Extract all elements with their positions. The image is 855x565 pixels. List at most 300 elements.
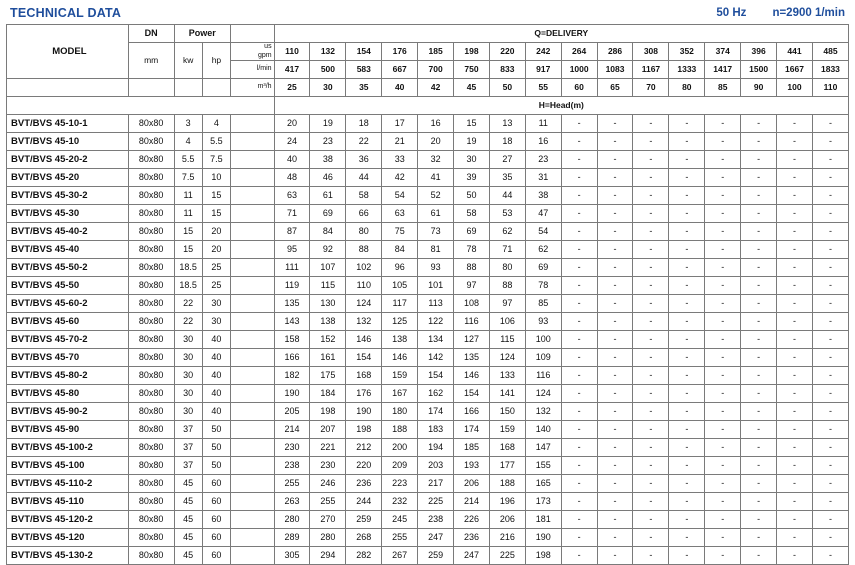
cell-head-value: - xyxy=(777,277,813,295)
table-row xyxy=(7,547,849,565)
cell-head-value: - xyxy=(741,475,777,493)
cell-head-value: 259 xyxy=(346,511,382,529)
cell-head-value: - xyxy=(777,331,813,349)
cell-model: BVT/BVS 45-60 xyxy=(7,313,129,331)
flow-usgpm-7: 242 xyxy=(525,43,561,61)
cell-head-value: 246 xyxy=(310,475,346,493)
cell-head-value: 280 xyxy=(310,529,346,547)
cell-head-value: 41 xyxy=(418,169,454,187)
cell-head-value: - xyxy=(777,421,813,439)
cell-model: BVT/BVS 45-10 xyxy=(7,133,129,151)
cell-head-value: 214 xyxy=(454,493,490,511)
cell-unit-spacer xyxy=(231,205,275,223)
unit-hp-spacer xyxy=(202,79,230,97)
cell-head-value: 194 xyxy=(418,439,454,457)
cell-head-value: 198 xyxy=(346,421,382,439)
cell-head-value: 225 xyxy=(418,493,454,511)
cell-head-value: - xyxy=(633,421,669,439)
cell-head-value: 141 xyxy=(489,385,525,403)
flow-m3h-11: 80 xyxy=(669,79,705,97)
cell-head-value: 27 xyxy=(489,151,525,169)
cell-head-value: - xyxy=(597,205,633,223)
flow-usgpm-8: 264 xyxy=(561,43,597,61)
flow-m3h-7: 55 xyxy=(525,79,561,97)
cell-power-hp: 5.5 xyxy=(202,133,230,151)
cell-head-value: - xyxy=(669,277,705,295)
cell-model: BVT/BVS 45-70 xyxy=(7,349,129,367)
cell-head-value: 130 xyxy=(310,295,346,313)
cell-head-value: - xyxy=(633,511,669,529)
cell-head-value: - xyxy=(812,223,848,241)
cell-power-hp: 50 xyxy=(202,421,230,439)
cell-head-value: 24 xyxy=(274,133,310,151)
cell-head-value: - xyxy=(633,223,669,241)
cell-unit-spacer xyxy=(231,151,275,169)
cell-head-value: - xyxy=(597,367,633,385)
cell-head-value: 263 xyxy=(274,493,310,511)
flow-usgpm-13: 396 xyxy=(741,43,777,61)
cell-head-value: - xyxy=(633,493,669,511)
cell-head-value: 62 xyxy=(489,223,525,241)
cell-head-value: - xyxy=(561,511,597,529)
cell-dn: 80x80 xyxy=(128,493,174,511)
cell-head-value: 154 xyxy=(418,367,454,385)
flow-usgpm-14: 441 xyxy=(777,43,813,61)
cell-head-value: 280 xyxy=(274,511,310,529)
cell-power-hp: 7.5 xyxy=(202,151,230,169)
flow-lmin-13: 1500 xyxy=(741,61,777,79)
flow-usgpm-9: 286 xyxy=(597,43,633,61)
cell-head-value: 18 xyxy=(346,115,382,133)
cell-power-hp: 10 xyxy=(202,169,230,187)
cell-head-value: 88 xyxy=(489,277,525,295)
table-row xyxy=(7,529,849,547)
cell-head-value: 183 xyxy=(418,421,454,439)
cell-head-value: 146 xyxy=(346,331,382,349)
cell-power-kw: 30 xyxy=(174,385,202,403)
cell-head-value: 190 xyxy=(274,385,310,403)
header-row-head xyxy=(7,97,849,115)
cell-unit-spacer xyxy=(231,187,275,205)
cell-head-value: - xyxy=(705,115,741,133)
cell-power-hp: 40 xyxy=(202,403,230,421)
cell-power-kw: 15 xyxy=(174,223,202,241)
cell-head-value: - xyxy=(597,151,633,169)
cell-model: BVT/BVS 45-60-2 xyxy=(7,295,129,313)
cell-head-value: 115 xyxy=(489,331,525,349)
col-header-model: MODEL xyxy=(7,25,129,79)
cell-power-hp: 40 xyxy=(202,349,230,367)
cell-model: BVT/BVS 45-100-2 xyxy=(7,439,129,457)
cell-head-value: 232 xyxy=(382,493,418,511)
cell-head-value: - xyxy=(812,277,848,295)
flow-m3h-3: 40 xyxy=(382,79,418,97)
unit-header-empty xyxy=(231,25,275,43)
cell-head-value: 33 xyxy=(382,151,418,169)
cell-model: BVT/BVS 45-10-1 xyxy=(7,115,129,133)
header-specs xyxy=(716,7,845,19)
cell-head-value: - xyxy=(561,205,597,223)
cell-head-value: - xyxy=(669,115,705,133)
cell-head-value: 97 xyxy=(489,295,525,313)
cell-head-value: - xyxy=(597,241,633,259)
cell-power-kw: 22 xyxy=(174,313,202,331)
cell-head-value: 16 xyxy=(418,115,454,133)
cell-model: BVT/BVS 45-110 xyxy=(7,493,129,511)
cell-head-value: - xyxy=(741,421,777,439)
cell-head-value: 16 xyxy=(525,133,561,151)
cell-head-value: - xyxy=(561,367,597,385)
cell-unit-spacer xyxy=(231,259,275,277)
flow-usgpm-3: 176 xyxy=(382,43,418,61)
flow-m3h-14: 100 xyxy=(777,79,813,97)
cell-head-value: - xyxy=(633,403,669,421)
flow-lmin-10: 1167 xyxy=(633,61,669,79)
cell-head-value: - xyxy=(561,529,597,547)
cell-head-value: - xyxy=(597,421,633,439)
cell-head-value: 193 xyxy=(454,457,490,475)
cell-head-value: 188 xyxy=(489,475,525,493)
delivery-title: Q=DELIVERY xyxy=(274,25,848,43)
cell-head-value: - xyxy=(741,241,777,259)
cell-unit-spacer xyxy=(231,493,275,511)
cell-head-value: 236 xyxy=(346,475,382,493)
table-row xyxy=(7,511,849,529)
cell-head-value: - xyxy=(812,313,848,331)
cell-head-value: 294 xyxy=(310,547,346,565)
cell-head-value: - xyxy=(812,133,848,151)
cell-head-value: - xyxy=(669,367,705,385)
cell-power-kw: 11 xyxy=(174,187,202,205)
cell-dn: 80x80 xyxy=(128,115,174,133)
cell-unit-spacer xyxy=(231,349,275,367)
cell-power-hp: 60 xyxy=(202,529,230,547)
cell-head-value: 52 xyxy=(418,187,454,205)
cell-head-value: - xyxy=(705,385,741,403)
flow-lmin-4: 700 xyxy=(418,61,454,79)
cell-head-value: 80 xyxy=(346,223,382,241)
table-row xyxy=(7,493,849,511)
cell-head-value: 217 xyxy=(418,475,454,493)
cell-unit-spacer xyxy=(231,277,275,295)
cell-power-kw: 18.5 xyxy=(174,259,202,277)
cell-head-value: - xyxy=(705,511,741,529)
cell-head-value: - xyxy=(561,457,597,475)
cell-head-value: 116 xyxy=(454,313,490,331)
cell-model: BVT/BVS 45-90 xyxy=(7,421,129,439)
cell-head-value: - xyxy=(705,439,741,457)
cell-head-value: 20 xyxy=(418,133,454,151)
cell-head-value: 226 xyxy=(454,511,490,529)
cell-head-value: 146 xyxy=(382,349,418,367)
cell-head-value: - xyxy=(777,115,813,133)
cell-power-hp: 4 xyxy=(202,115,230,133)
cell-power-kw: 45 xyxy=(174,547,202,565)
cell-head-value: 138 xyxy=(382,331,418,349)
cell-head-value: 225 xyxy=(489,547,525,565)
cell-head-value: - xyxy=(597,529,633,547)
cell-head-value: 42 xyxy=(382,169,418,187)
cell-head-value: 162 xyxy=(418,385,454,403)
cell-head-value: 23 xyxy=(310,133,346,151)
cell-dn: 80x80 xyxy=(128,241,174,259)
cell-head-value: - xyxy=(777,547,813,565)
cell-head-value: - xyxy=(777,439,813,457)
cell-head-value: 135 xyxy=(454,349,490,367)
cell-head-value: 93 xyxy=(525,313,561,331)
cell-unit-spacer xyxy=(231,367,275,385)
cell-head-value: 97 xyxy=(454,277,490,295)
cell-head-value: - xyxy=(633,151,669,169)
cell-head-value: - xyxy=(777,151,813,169)
cell-head-value: 190 xyxy=(346,403,382,421)
cell-head-value: 21 xyxy=(382,133,418,151)
cell-model: BVT/BVS 45-120-2 xyxy=(7,511,129,529)
cell-power-kw: 5.5 xyxy=(174,151,202,169)
flow-m3h-1: 30 xyxy=(310,79,346,97)
unit-m3h: m³/h xyxy=(231,79,275,97)
cell-head-value: - xyxy=(597,313,633,331)
cell-head-value: - xyxy=(669,349,705,367)
cell-head-value: - xyxy=(812,475,848,493)
cell-head-value: - xyxy=(597,115,633,133)
cell-dn: 80x80 xyxy=(128,385,174,403)
cell-head-value: 245 xyxy=(382,511,418,529)
cell-head-value: - xyxy=(669,187,705,205)
cell-head-value: 78 xyxy=(454,241,490,259)
cell-model: BVT/BVS 45-40 xyxy=(7,241,129,259)
table-row xyxy=(7,403,849,421)
cell-head-value: 30 xyxy=(454,151,490,169)
cell-unit-spacer xyxy=(231,529,275,547)
table-row xyxy=(7,457,849,475)
cell-head-value: - xyxy=(777,493,813,511)
cell-head-value: 124 xyxy=(525,385,561,403)
cell-dn: 80x80 xyxy=(128,223,174,241)
cell-head-value: 247 xyxy=(418,529,454,547)
cell-head-value: - xyxy=(669,331,705,349)
cell-unit-spacer xyxy=(231,421,275,439)
cell-head-value: 73 xyxy=(418,223,454,241)
table-row xyxy=(7,187,849,205)
cell-head-value: - xyxy=(812,115,848,133)
unit-hp: hp xyxy=(202,43,230,79)
cell-head-value: - xyxy=(705,529,741,547)
cell-power-kw: 45 xyxy=(174,493,202,511)
cell-unit-spacer xyxy=(231,295,275,313)
cell-head-value: 81 xyxy=(418,241,454,259)
cell-unit-spacer xyxy=(231,169,275,187)
cell-head-value: - xyxy=(741,223,777,241)
cell-unit-spacer xyxy=(231,475,275,493)
cell-head-value: - xyxy=(669,493,705,511)
cell-head-value: 63 xyxy=(382,205,418,223)
cell-head-value: - xyxy=(741,313,777,331)
cell-head-value: - xyxy=(777,259,813,277)
table-row xyxy=(7,223,849,241)
cell-head-value: - xyxy=(741,493,777,511)
cell-head-value: 159 xyxy=(489,421,525,439)
cell-unit-spacer xyxy=(231,133,275,151)
cell-power-hp: 30 xyxy=(202,313,230,331)
cell-power-hp: 40 xyxy=(202,367,230,385)
cell-head-value: - xyxy=(812,259,848,277)
cell-head-value: - xyxy=(561,169,597,187)
cell-head-value: 188 xyxy=(382,421,418,439)
cell-head-value: 135 xyxy=(274,295,310,313)
cell-head-value: 259 xyxy=(418,547,454,565)
cell-head-value: - xyxy=(669,241,705,259)
cell-head-value: 71 xyxy=(489,241,525,259)
cell-head-value: 46 xyxy=(310,169,346,187)
flow-lmin-12: 1417 xyxy=(705,61,741,79)
cell-head-value: 105 xyxy=(382,277,418,295)
cell-power-kw: 22 xyxy=(174,295,202,313)
cell-head-value: - xyxy=(597,385,633,403)
cell-head-value: - xyxy=(741,133,777,151)
table-row xyxy=(7,169,849,187)
cell-head-value: 48 xyxy=(274,169,310,187)
cell-head-value: - xyxy=(741,385,777,403)
cell-head-value: - xyxy=(777,475,813,493)
table-row xyxy=(7,259,849,277)
cell-head-value: 32 xyxy=(418,151,454,169)
cell-dn: 80x80 xyxy=(128,457,174,475)
cell-head-value: - xyxy=(777,133,813,151)
cell-head-value: - xyxy=(633,475,669,493)
cell-head-value: 174 xyxy=(418,403,454,421)
cell-head-value: 35 xyxy=(489,169,525,187)
cell-head-value: - xyxy=(705,151,741,169)
cell-head-value: 166 xyxy=(454,403,490,421)
cell-head-value: 58 xyxy=(454,205,490,223)
cell-head-value: 62 xyxy=(525,241,561,259)
cell-head-value: 69 xyxy=(525,259,561,277)
cell-head-value: - xyxy=(777,187,813,205)
cell-head-value: - xyxy=(741,403,777,421)
cell-head-value: 143 xyxy=(274,313,310,331)
flow-lmin-0: 417 xyxy=(274,61,310,79)
cell-head-value: - xyxy=(561,151,597,169)
cell-head-value: 140 xyxy=(525,421,561,439)
cell-head-value: 44 xyxy=(346,169,382,187)
cell-head-value: - xyxy=(705,187,741,205)
cell-head-value: - xyxy=(633,187,669,205)
cell-head-value: 13 xyxy=(489,115,525,133)
cell-power-hp: 60 xyxy=(202,511,230,529)
cell-head-value: 92 xyxy=(310,241,346,259)
flow-usgpm-5: 198 xyxy=(454,43,490,61)
cell-model: BVT/BVS 45-110-2 xyxy=(7,475,129,493)
cell-head-value: - xyxy=(705,475,741,493)
table-row xyxy=(7,241,849,259)
cell-head-value: - xyxy=(561,421,597,439)
table-row xyxy=(7,349,849,367)
flow-lmin-9: 1083 xyxy=(597,61,633,79)
cell-model: BVT/BVS 45-120 xyxy=(7,529,129,547)
cell-unit-spacer xyxy=(231,313,275,331)
table-row xyxy=(7,331,849,349)
cell-head-value: - xyxy=(812,439,848,457)
cell-head-value: - xyxy=(705,295,741,313)
cell-power-kw: 37 xyxy=(174,421,202,439)
unit-usgpm: us gpm xyxy=(231,43,275,61)
cell-head-value: 182 xyxy=(274,367,310,385)
cell-dn: 80x80 xyxy=(128,133,174,151)
cell-head-value: 108 xyxy=(454,295,490,313)
cell-dn: 80x80 xyxy=(128,529,174,547)
cell-head-value: 101 xyxy=(418,277,454,295)
flow-usgpm-1: 132 xyxy=(310,43,346,61)
cell-head-value: 168 xyxy=(489,439,525,457)
cell-power-hp: 20 xyxy=(202,241,230,259)
cell-head-value: - xyxy=(597,295,633,313)
cell-dn: 80x80 xyxy=(128,169,174,187)
table-row xyxy=(7,133,849,151)
cell-head-value: 161 xyxy=(310,349,346,367)
cell-head-value: 78 xyxy=(525,277,561,295)
cell-dn: 80x80 xyxy=(128,439,174,457)
cell-head-value: - xyxy=(777,511,813,529)
cell-head-value: 268 xyxy=(346,529,382,547)
cell-head-value: - xyxy=(812,547,848,565)
cell-head-value: 154 xyxy=(454,385,490,403)
cell-model: BVT/BVS 45-90-2 xyxy=(7,403,129,421)
cell-head-value: - xyxy=(812,241,848,259)
flow-usgpm-0: 110 xyxy=(274,43,310,61)
cell-power-hp: 40 xyxy=(202,331,230,349)
cell-head-value: 270 xyxy=(310,511,346,529)
cell-head-value: 203 xyxy=(418,457,454,475)
cell-power-kw: 30 xyxy=(174,349,202,367)
cell-head-value: - xyxy=(705,421,741,439)
cell-head-value: - xyxy=(561,439,597,457)
cell-head-value: 122 xyxy=(418,313,454,331)
cell-head-value: 200 xyxy=(382,439,418,457)
table-row xyxy=(7,475,849,493)
cell-head-value: - xyxy=(812,367,848,385)
cell-head-value: 289 xyxy=(274,529,310,547)
cell-head-value: - xyxy=(597,439,633,457)
cell-power-hp: 60 xyxy=(202,475,230,493)
table-row xyxy=(7,115,849,133)
cell-head-value: - xyxy=(597,331,633,349)
cell-head-value: - xyxy=(561,277,597,295)
flow-m3h-10: 70 xyxy=(633,79,669,97)
cell-dn: 80x80 xyxy=(128,259,174,277)
cell-head-value: 206 xyxy=(489,511,525,529)
cell-model: BVT/BVS 45-20-2 xyxy=(7,151,129,169)
table-row xyxy=(7,367,849,385)
cell-head-value: - xyxy=(633,367,669,385)
cell-dn: 80x80 xyxy=(128,277,174,295)
cell-head-value: - xyxy=(669,151,705,169)
cell-head-value: - xyxy=(633,331,669,349)
cell-head-value: - xyxy=(777,223,813,241)
cell-head-value: - xyxy=(812,187,848,205)
cell-head-value: 152 xyxy=(310,331,346,349)
cell-head-value: 138 xyxy=(310,313,346,331)
cell-power-kw: 37 xyxy=(174,457,202,475)
cell-head-value: - xyxy=(705,313,741,331)
cell-head-value: - xyxy=(812,511,848,529)
cell-head-value: 17 xyxy=(382,115,418,133)
cell-head-value: - xyxy=(597,457,633,475)
cell-model: BVT/BVS 45-70-2 xyxy=(7,331,129,349)
cell-head-value: 198 xyxy=(525,547,561,565)
cell-head-value: - xyxy=(633,529,669,547)
cell-head-value: - xyxy=(597,493,633,511)
